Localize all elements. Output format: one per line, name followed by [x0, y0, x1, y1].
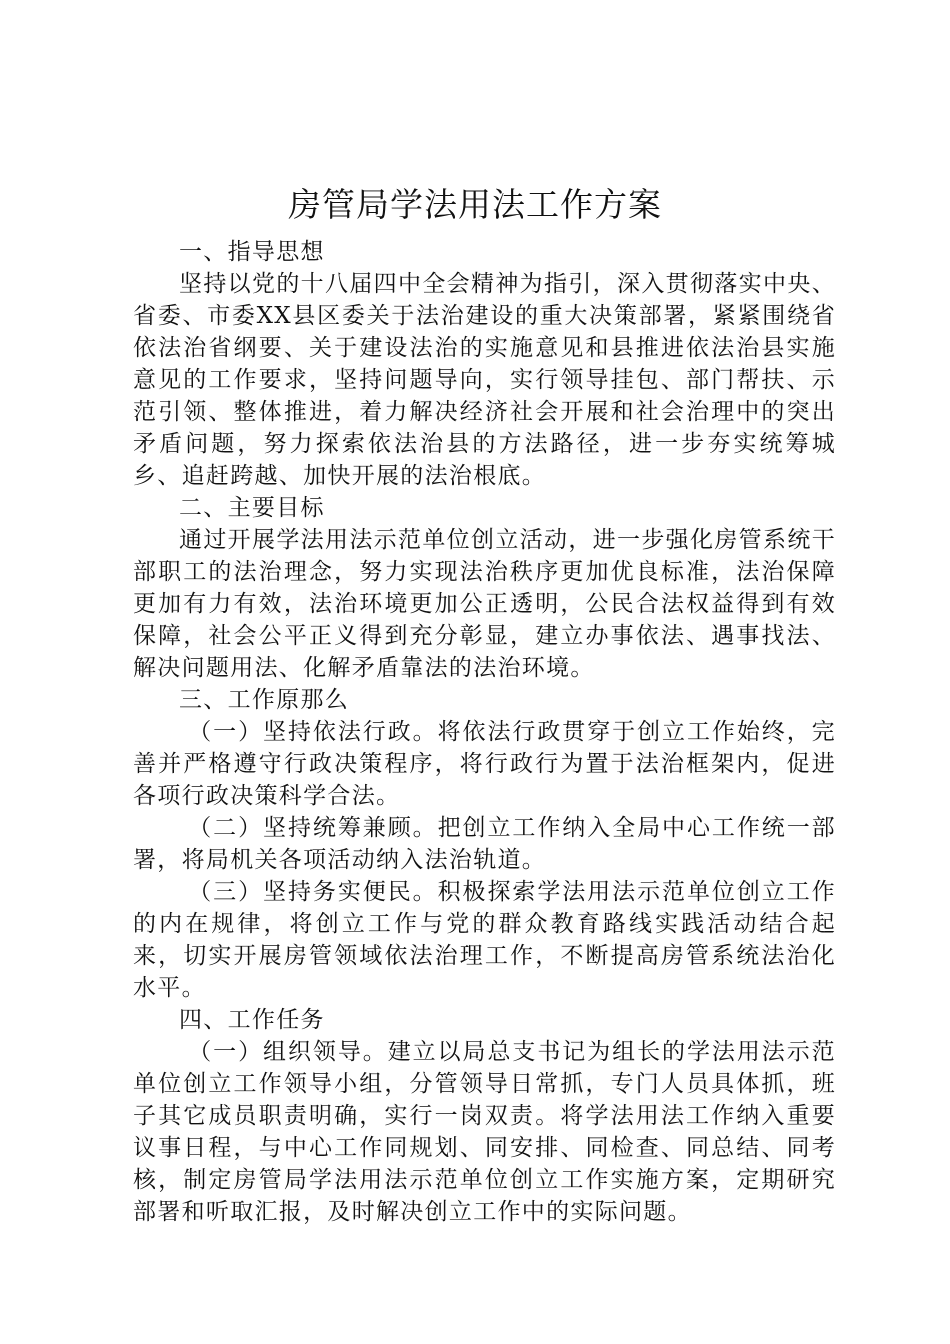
paragraph-guiding-thought: 坚持以党的十八届四中全会精神为指引，深入贯彻落实中央、省委、市委XX县区委关于法治建设的重大决策部署，紧紧围绕省依法治省纲要、关于建设法治的实施意见和县推进依法治县实施意见的工作要求，坚持问题导向，实行领导挂包、部门帮扶、示范引领、整体推进，着力解决经济社会开展和社会治理中的突出矛盾问题，努力探索依法治县的方法路径，进一步夯实统筹城乡、追赶跨越、加快开展的法治根底。 — [133, 271, 836, 489]
paragraph-principle-1: （一）坚持依法行政。将依法行政贯穿于创立工作始终，完善并严格遵守行政决策程序，将行政行为置于法治框架内，促进各项行政决策科学合法。 — [133, 719, 836, 809]
section-heading-work-tasks: 四、工作任务 — [179, 1007, 325, 1033]
paragraph-principle-2: （二）坚持统筹兼顾。把创立工作纳入全局中心工作统一部署，将局机关各项活动纳入法治轨道。 — [133, 815, 836, 873]
paragraph-principle-3: （三）坚持务实便民。积极探索学法用法示范单位创立工作的内在规律，将创立工作与党的群众教育路线实践活动结合起来，切实开展房管领域依法治理工作，不断提高房管系统法治化水平。 — [133, 879, 836, 1001]
paragraph-task-1: （一）组织领导。建立以局总支书记为组长的学法用法示范单位创立工作领导小组，分管领导日常抓，专门人员具体抓，班子其它成员职责明确，实行一岗双责。将学法用法工作纳入重要议事日程，与中心工作同规划、同安排、同检查、同总结、同考核，制定房管局学法用法示范单位创立工作实施方案，定期研究部署和听取汇报，及时解决创立工作中的实际问题。 — [133, 1039, 836, 1225]
section-heading-main-goals: 二、主要目标 — [179, 495, 325, 521]
section-heading-guiding-thought: 一、指导思想 — [179, 239, 325, 265]
document-body — [133, 236, 836, 1228]
paragraph-main-goals: 通过开展学法用法示范单位创立活动，进一步强化房管系统干部职工的法治理念，努力实现法治秩序更加优良标准，法治保障更加有力有效，法治环境更加公正透明，公民合法权益得到有效保障，社会公平正义得到充分彰显，建立办事依法、遇事找法、解决问题用法、化解矛盾靠法的法治环境。 — [133, 527, 836, 681]
section-heading-work-principles: 三、工作原那么 — [179, 687, 350, 713]
document-title: 房管局学法用法工作方案 — [288, 185, 662, 224]
